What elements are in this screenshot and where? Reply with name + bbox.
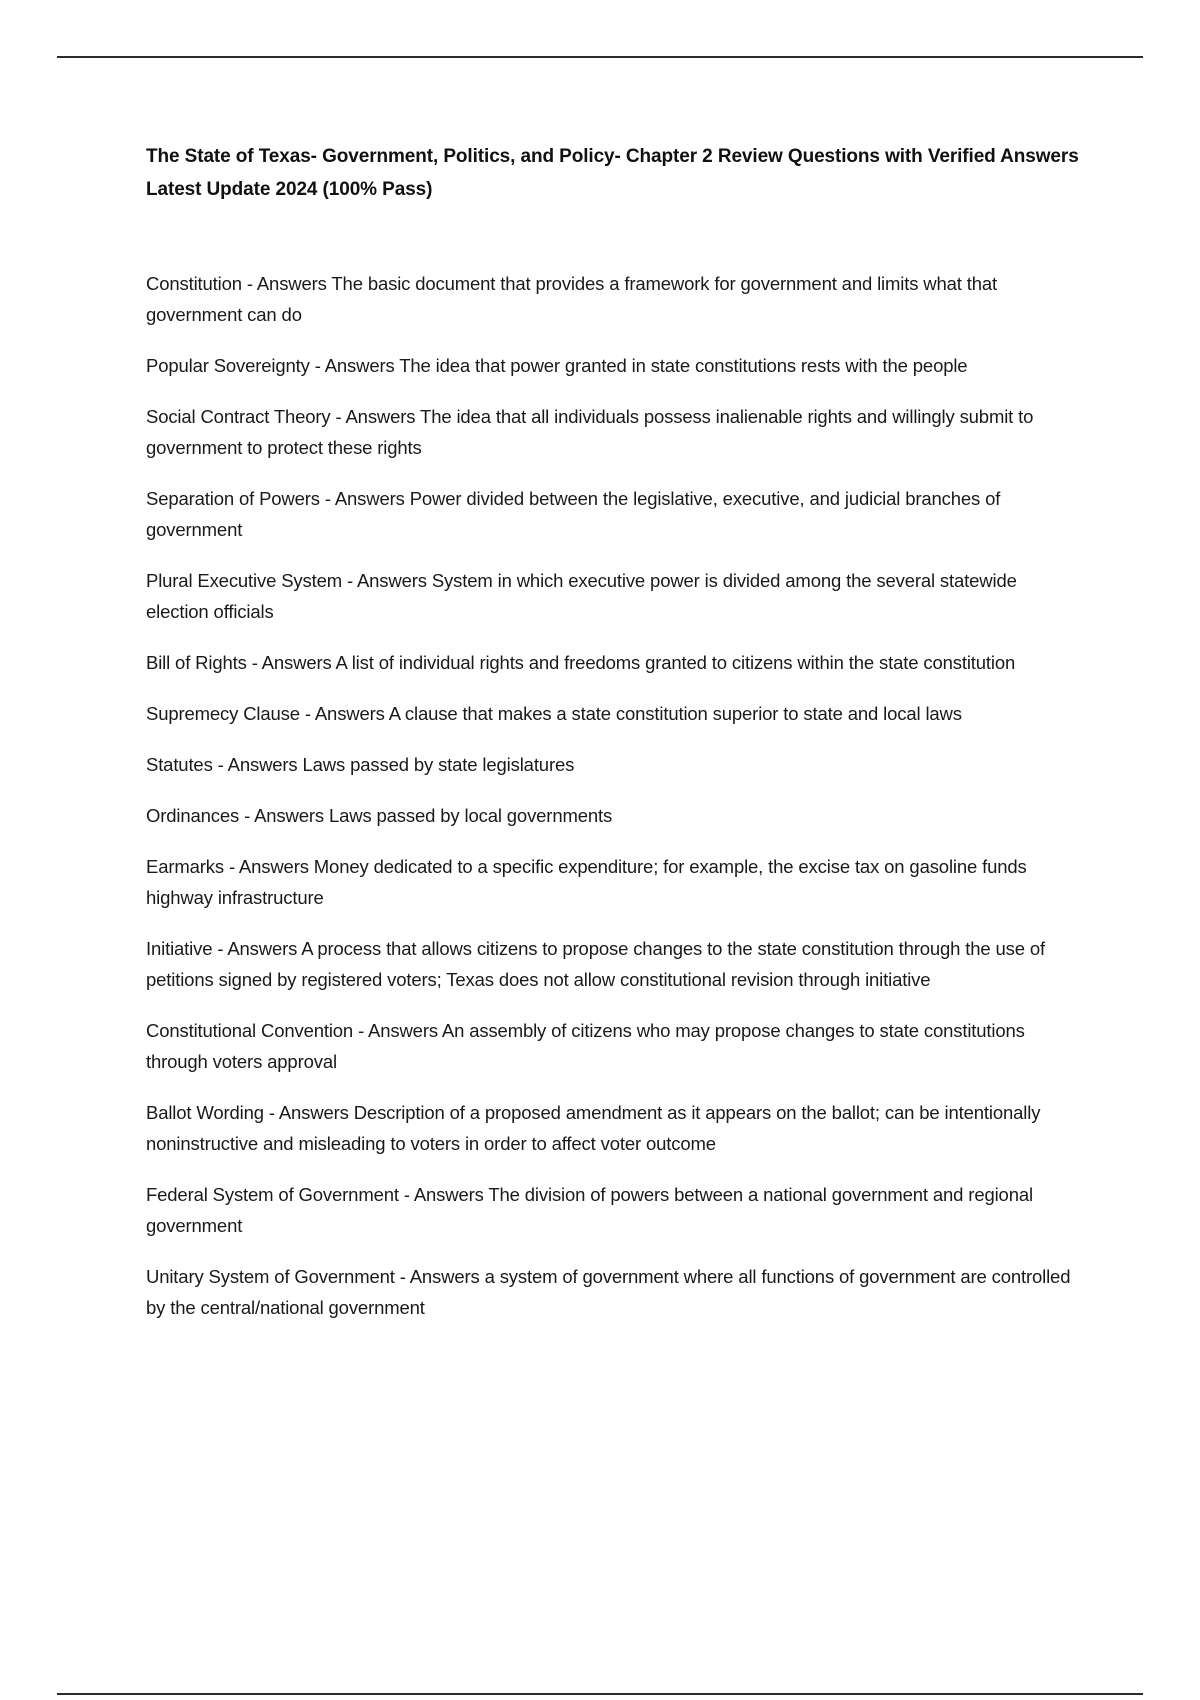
qa-item-popular-sovereignty: Popular Sovereignty - Answers The idea that power granted in state constitutions rests with the people xyxy=(146,355,968,376)
qa-item-plural-executive-system: Plural Executive System - Answers System in which executive power is divided among the several statewide election officials xyxy=(146,570,1017,622)
qa-item-initiative: Initiative - Answers A process that allows citizens to propose changes to the state constitution through the use of petitions signed by registered voters; Texas does not allow constitutional revision through initiative xyxy=(146,938,1046,990)
qa-item-unitary-system: Unitary System of Government - Answers a system of government where all functions of government are controlled by the central/national government xyxy=(146,1266,1071,1318)
document-body xyxy=(146,140,1081,1343)
qa-item-constitutional-convention: Constitutional Convention - Answers An assembly of citizens who may propose changes to state constitutions through voters approval xyxy=(146,1020,1025,1072)
qa-item-earmarks: Earmarks - Answers Money dedicated to a specific expenditure; for example, the excise tax on gasoline funds highway infrastructure xyxy=(146,856,1027,908)
top-rule xyxy=(57,56,1143,58)
document-title: The State of Texas- Government, Politics, and Policy- Chapter 2 Review Questions with Verified Answers Latest Update 2024 (100% Pass) xyxy=(146,146,1079,200)
qa-item-ballot-wording: Ballot Wording - Answers Description of a proposed amendment as it appears on the ballot; can be intentionally noninstructive and misleading to voters in order to affect voter outcome xyxy=(146,1102,1041,1154)
qa-item-ordinances: Ordinances - Answers Laws passed by local governments xyxy=(146,805,613,826)
qa-item-social-contract-theory: Social Contract Theory - Answers The idea that all individuals possess inalienable rights and willingly submit to government to protect these rights xyxy=(146,406,1034,458)
qa-item-federal-system: Federal System of Government - Answers The division of powers between a national government and regional government xyxy=(146,1184,1033,1236)
qa-list xyxy=(146,268,1081,1323)
bottom-rule xyxy=(57,1693,1143,1695)
qa-item-constitution: Constitution - Answers The basic document that provides a framework for government and limits what that government can do xyxy=(146,273,998,325)
qa-item-bill-of-rights: Bill of Rights - Answers A list of individual rights and freedoms granted to citizens within the state constitution xyxy=(146,652,1016,673)
qa-item-statutes: Statutes - Answers Laws passed by state legislatures xyxy=(146,754,575,775)
qa-item-supremecy-clause: Supremecy Clause - Answers A clause that makes a state constitution superior to state and local laws xyxy=(146,703,962,724)
qa-item-separation-of-powers: Separation of Powers - Answers Power divided between the legislative, executive, and judicial branches of government xyxy=(146,488,1001,540)
